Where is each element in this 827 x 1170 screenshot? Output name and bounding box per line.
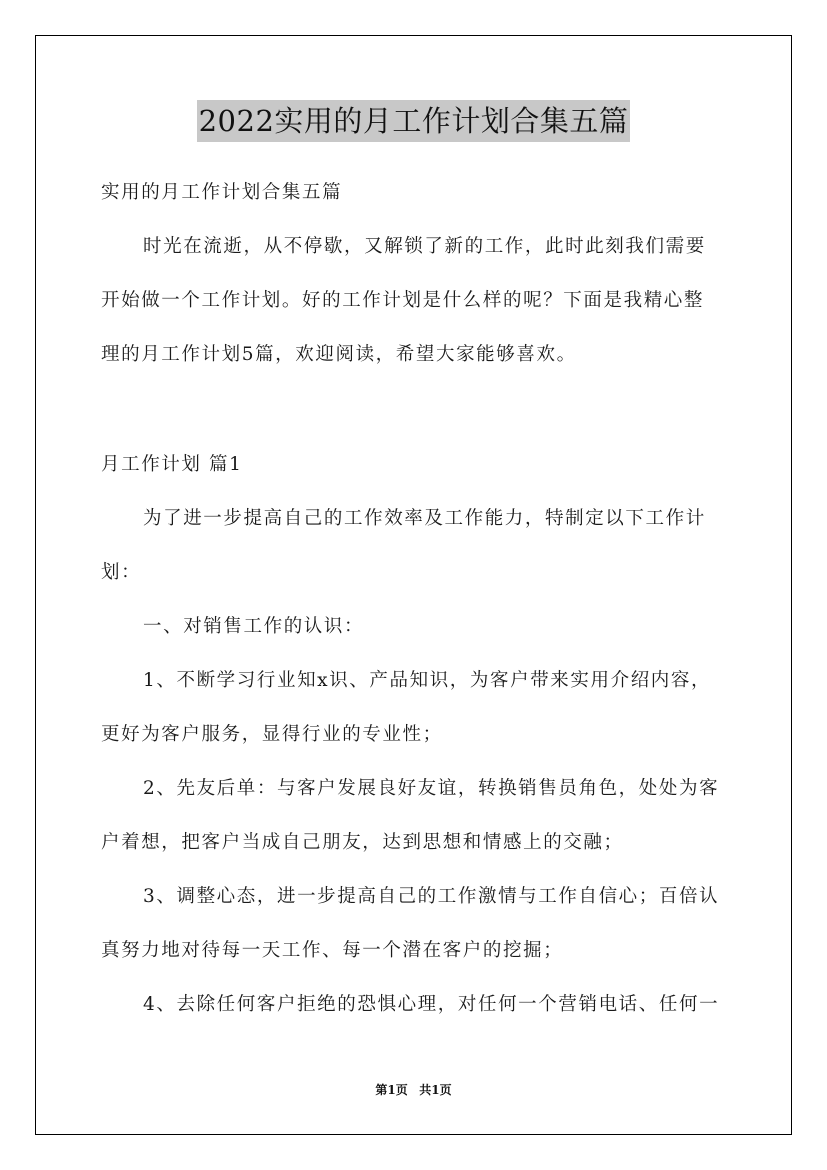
title-container bbox=[0, 100, 827, 142]
body-line-6: 2、先友后单：与客户发展良好友谊，转换销售员角色，处处为客 bbox=[143, 778, 720, 799]
body-line-9: 真努力地对待每一天工作、每一个潜在客户的挖掘； bbox=[101, 940, 564, 961]
page-total: 共1页 bbox=[419, 1083, 452, 1097]
intro-line-1: 时光在流逝，从不停歇，又解锁了新的工作，此时此刻我们需要 bbox=[143, 236, 706, 257]
body-line-7: 户着想，把客户当成自己朋友，达到思想和情感上的交融； bbox=[101, 832, 624, 853]
body-line-8: 3、调整心态，进一步提高自己的工作激情与工作自信心；百倍认 bbox=[143, 886, 720, 907]
body-line-5: 更好为客户服务，显得行业的专业性； bbox=[101, 724, 443, 745]
document-title: 2022实用的月工作计划合集五篇 bbox=[197, 100, 631, 142]
body-line-10: 4、去除任何客户拒绝的恐惧心理，对任何一个营销电话、任何一 bbox=[143, 994, 720, 1015]
section-heading: 月工作计划 篇1 bbox=[101, 454, 243, 475]
body-line-4: 1、不断学习行业知x识、产品知识，为客户带来实用介绍内容， bbox=[143, 670, 712, 691]
intro-line-2: 开始做一个工作计划。好的工作计划是什么样的呢？下面是我精心整 bbox=[101, 290, 705, 311]
intro-line-3: 理的月工作计划5篇，欢迎阅读，希望大家能够喜欢。 bbox=[101, 344, 577, 365]
body-line-1: 为了进一步提高自己的工作效率及工作能力，特制定以下工作计 bbox=[143, 508, 706, 529]
page-number: 第1页 bbox=[375, 1083, 408, 1097]
body-line-2: 划： bbox=[101, 562, 142, 583]
body-line-3: 一、对销售工作的认识： bbox=[143, 616, 365, 637]
page-footer bbox=[0, 1082, 827, 1098]
document-subtitle: 实用的月工作计划合集五篇 bbox=[101, 182, 343, 203]
